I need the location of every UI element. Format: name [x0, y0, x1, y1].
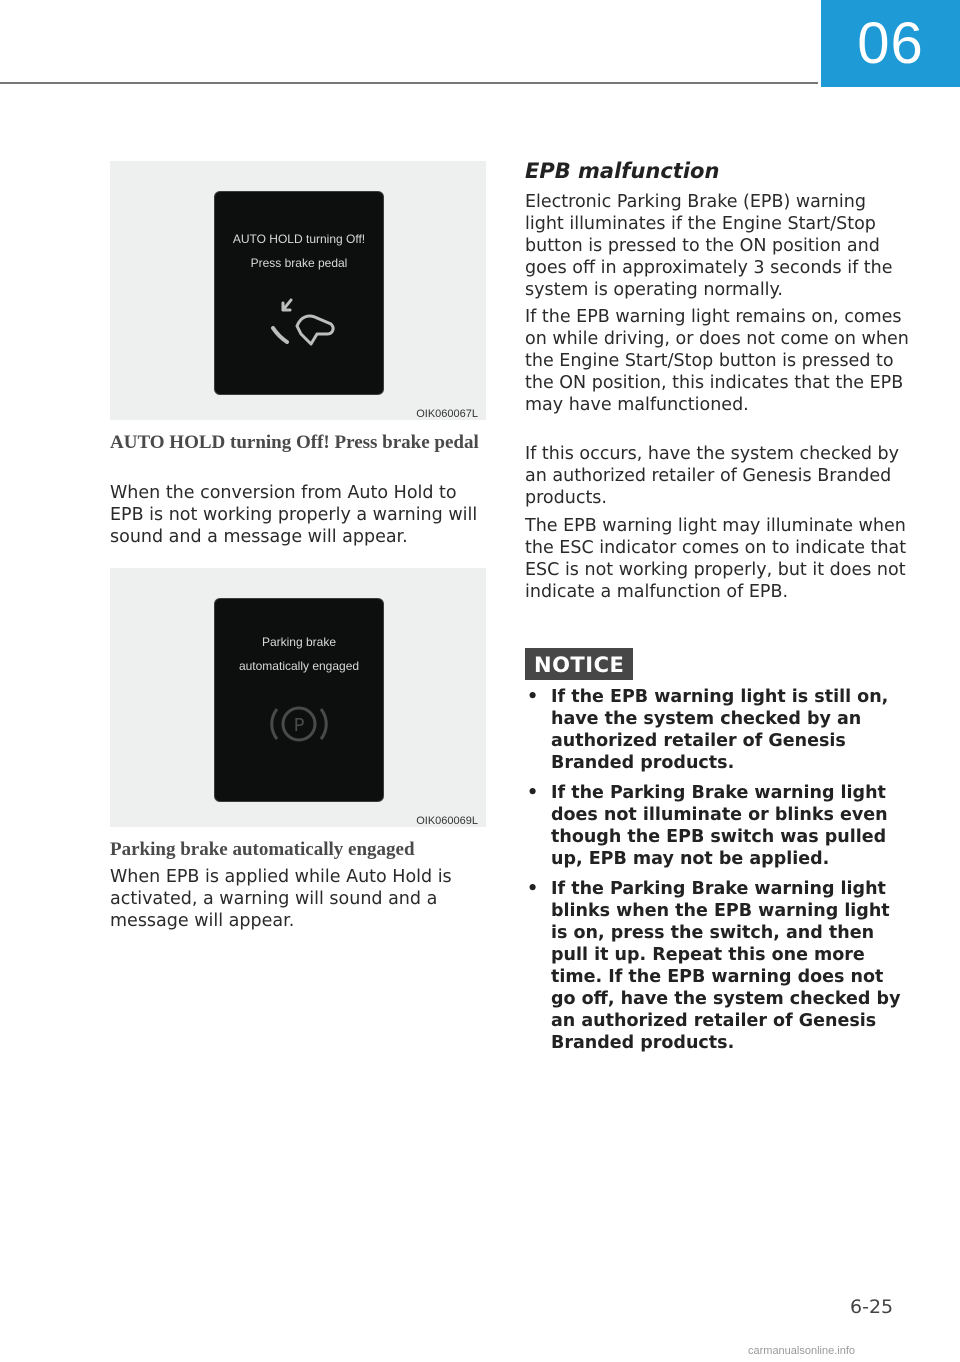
notice-item-text: If the EPB warning light is still on, have the system checked by an authorized retailer of Genesis Branded products. [551, 687, 889, 773]
cluster-display [214, 598, 384, 802]
figure-caption: AUTO HOLD turning Off! Press brake pedal [110, 432, 479, 453]
bullet-icon: • [527, 687, 539, 707]
body-paragraph: If the EPB warning light remains on, comes on while driving, or does not come on when the Engine Start/Stop button is pressed to the ON position, this indicates that the EPB may have malfunctioned. [525, 307, 909, 415]
notice-item [525, 686, 910, 774]
notice-list [525, 686, 910, 1062]
display-line: AUTO HOLD turning Off! [232, 232, 366, 246]
body-paragraph: When the conversion from Auto Hold to EPB is not working properly a warning will sound and a message will appear. [110, 483, 478, 547]
svg-text:P: P [293, 715, 305, 736]
parking-brake-icon [267, 699, 331, 749]
header-rule [0, 82, 818, 84]
display-line: Parking brake [261, 635, 337, 649]
figure-parking-brake-engaged [110, 568, 486, 827]
chapter-tab: 06 [821, 0, 960, 87]
section-heading: EPB malfunction [525, 159, 720, 183]
body-paragraph: The EPB warning light may illuminate when the ESC indicator comes on to indicate that ESC is not working properly, but it does not indicate a malfunction of EPB. [525, 516, 907, 602]
cluster-display [214, 191, 384, 395]
figure-caption: Parking brake automatically engaged [110, 839, 415, 860]
body-paragraph: Electronic Parking Brake (EPB) warning light illuminates if the Engine Start/Stop button is pressed to the ON position and goes off in approximately 3 seconds if the system is operating normally. [525, 192, 893, 300]
figure-code: OIK060069L [416, 815, 478, 827]
notice-item [525, 878, 910, 1054]
notice-label: NOTICE [525, 648, 633, 680]
watermark: carmanualsonline.info [748, 1345, 856, 1357]
notice-item-text: If the Parking Brake warning light blinks when the EPB warning light is on, press the switch, and then pull it up. Repeat this one more time. If the EPB warning does not go off, have the system checked by an authorized retailer of Genesis Branded products. [551, 879, 901, 1053]
notice-item-text: If the Parking Brake warning light does not illuminate or blinks even though the EPB switch was pulled up, EPB may not be applied. [551, 783, 888, 869]
brake-pedal-icon [261, 288, 341, 358]
display-line: automatically engaged [238, 659, 360, 673]
page-number: 6-25 [850, 1296, 894, 1318]
display-line: Press brake pedal [250, 256, 348, 270]
body-paragraph: If this occurs, have the system checked by an authorized retailer of Genesis Branded products. [525, 444, 899, 508]
bullet-icon: • [527, 783, 539, 803]
bullet-icon: • [527, 879, 539, 899]
body-paragraph: When EPB is applied while Auto Hold is activated, a warning will sound and a message will appear. [110, 867, 452, 931]
figure-code: OIK060067L [416, 408, 478, 420]
figure-auto-hold-off [110, 161, 486, 420]
notice-item [525, 782, 910, 870]
